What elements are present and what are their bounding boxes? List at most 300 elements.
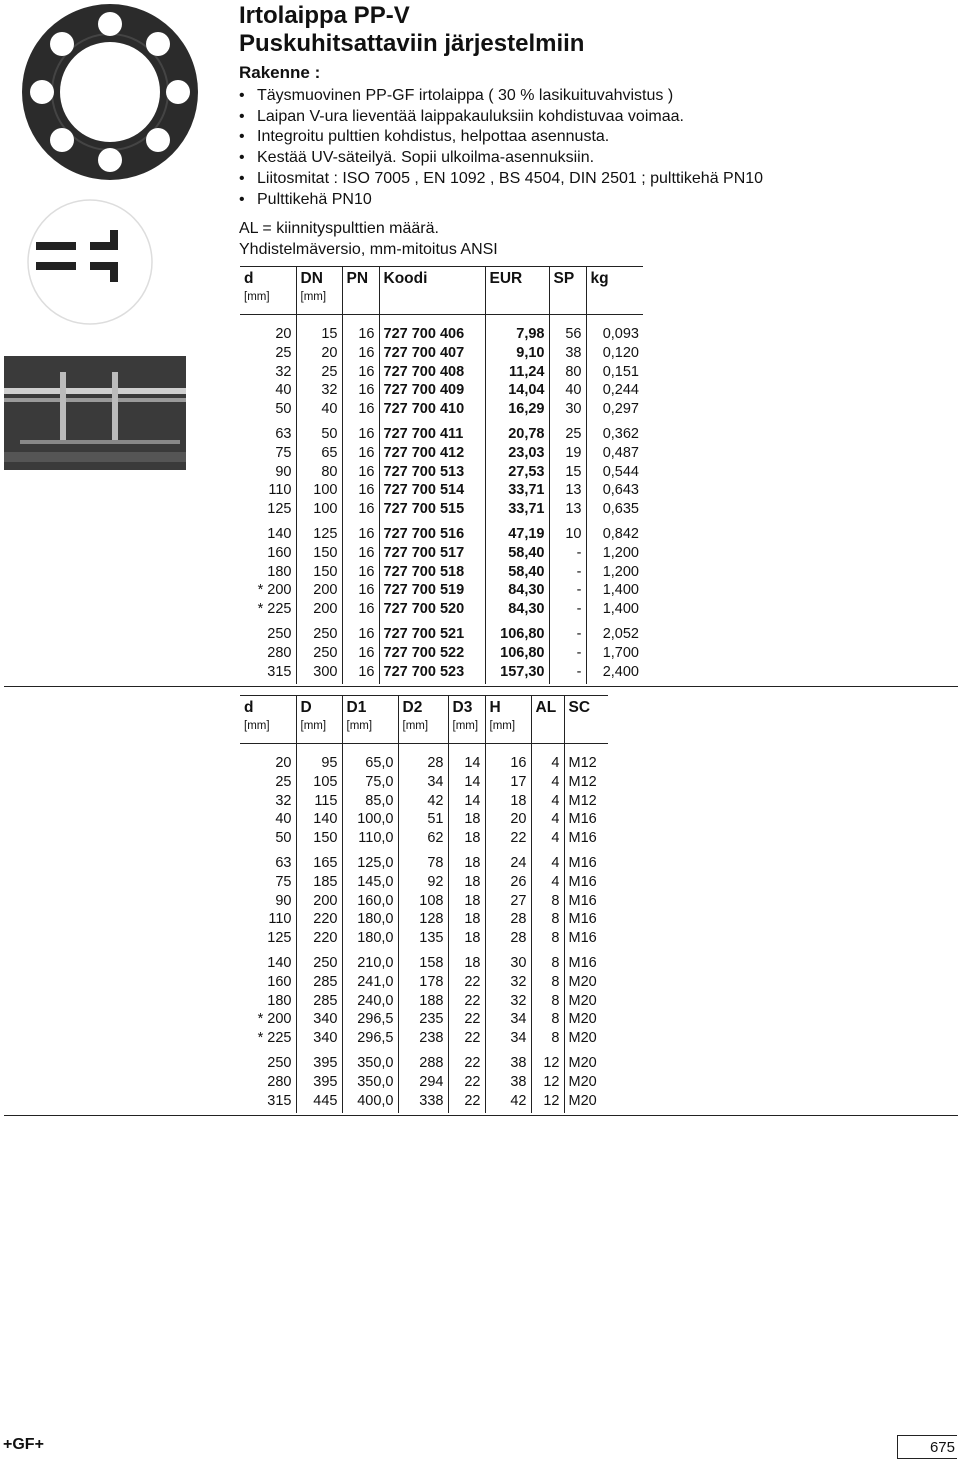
price-table-cell: 16 [342, 644, 379, 663]
dimension-table-cell: 17 [485, 773, 531, 792]
price-table-cell: 16 [342, 581, 379, 600]
price-table-cell: 300 [296, 663, 342, 682]
price-table-cell: 25 [240, 344, 296, 363]
price-table-cell: 250 [296, 644, 342, 663]
dimension-table-row-group [240, 1054, 608, 1110]
dimension-table-cell: 238 [398, 1029, 448, 1048]
dimension-table-cell: 185 [296, 873, 342, 892]
dimension-table-cell: M12 [568, 792, 597, 809]
price-table-cell: - [549, 625, 586, 644]
price-table-cell: 0,093 [602, 326, 639, 342]
dimension-table-cell: 26 [485, 873, 531, 892]
dimension-table-cell: 188 [398, 992, 448, 1011]
dimension-table-cell: 200 [296, 892, 342, 911]
price-table-cell: 106,80 [485, 625, 549, 644]
spacer-cell [586, 681, 643, 684]
dimension-table-row [240, 873, 608, 892]
dimension-table-column-label: D [300, 699, 312, 716]
dimension-table-cell: 338 [398, 1092, 448, 1111]
price-table-cell: 727 700 519 [379, 581, 485, 600]
dimension-table-row [240, 829, 608, 848]
dimension-table-cell: 160 [240, 973, 296, 992]
dimension-table-cell: 18 [448, 892, 485, 911]
spacer-cell [398, 1110, 448, 1113]
dimension-table-cell: 178 [398, 973, 448, 992]
dimension-table-cell: 25 [240, 773, 296, 792]
feature-item: • Liitosmitat : ISO 7005 , EN 1092 , BS 4504, DIN 2501 ; pulttikehä PN10 [239, 169, 763, 190]
price-table-row [240, 563, 643, 582]
dimension-table-cell: 22 [448, 1054, 485, 1073]
price-table-cell: 16 [342, 463, 379, 482]
price-table-row-group [240, 625, 643, 681]
price-table-row-group [240, 525, 643, 619]
price-table-cell: 727 700 406 [379, 325, 485, 344]
price-table-cell: 250 [296, 625, 342, 644]
dimension-table-cell: 395 [296, 1073, 342, 1092]
price-table-cell: 100 [296, 500, 342, 519]
price-table-row [240, 625, 643, 644]
dimension-table-row [240, 854, 608, 873]
price-table-cell: 0,297 [602, 401, 639, 418]
dimension-table-column-label: D3 [452, 699, 473, 716]
price-table-cell: 16,29 [485, 400, 549, 419]
price-table-cell: 1,400 [602, 582, 639, 599]
price-table-row [240, 500, 643, 519]
dimension-table-column-label: H [489, 699, 501, 716]
price-table-cell: 1,400 [602, 601, 639, 618]
price-table-cell: - [549, 644, 586, 663]
dimension-table-cell: M20 [568, 973, 597, 990]
dimension-table-cell: 12 [531, 1073, 564, 1092]
dimension-table-cell: 395 [296, 1054, 342, 1073]
price-table-row [240, 544, 643, 563]
spacer-cell [379, 315, 485, 326]
dimension-table-column-header [342, 696, 398, 744]
price-table-cell: 90 [240, 463, 296, 482]
price-table-cell: 727 700 517 [379, 544, 485, 563]
price-table-cell: 20 [296, 344, 342, 363]
price-table-cell: 50 [240, 400, 296, 419]
dimension-table-cell: M16 [568, 811, 597, 828]
spacer-row [240, 315, 643, 326]
price-table-cell: 180 [240, 563, 296, 582]
dimension-table-column-unit: [mm] [402, 720, 429, 732]
dimension-table-cell: 8 [531, 1010, 564, 1029]
price-table-cell: 110 [240, 481, 296, 500]
dimension-table-cell: 4 [531, 873, 564, 892]
spacer-cell [342, 744, 398, 755]
price-table-cell: 16 [342, 500, 379, 519]
dimension-table-cell: 8 [531, 954, 564, 973]
price-table-cell: 0,842 [602, 525, 639, 542]
dimension-table-cell: 150 [296, 829, 342, 848]
price-table-cell: 0,487 [602, 444, 639, 461]
dimension-table-cell: 350,0 [342, 1054, 398, 1073]
dimension-table-cell: 38 [485, 1054, 531, 1073]
dimension-table-column-label: d [244, 699, 254, 716]
price-table-column-header [485, 267, 549, 315]
flange-symbol-icon [28, 200, 152, 324]
dimension-table-column-label: D1 [346, 699, 367, 716]
price-table-column-unit: [mm] [244, 291, 270, 303]
dimension-table-cell: 14 [448, 754, 485, 773]
dimension-table-cell: 400,0 [342, 1092, 398, 1111]
price-table-cell: 16 [342, 444, 379, 463]
spacer-cell [342, 681, 379, 684]
price-table-cell: 727 700 411 [379, 425, 485, 444]
dimension-table-cell: 42 [398, 792, 448, 811]
spacer-cell [240, 1110, 296, 1113]
price-table-cell: - [549, 563, 586, 582]
dimension-table-cell: 4 [531, 810, 564, 829]
price-table-row-group [240, 425, 643, 519]
price-table-cell: 9,10 [485, 344, 549, 363]
dimension-table-cell: 16 [485, 754, 531, 773]
dimension-table-cell: 28 [398, 754, 448, 773]
price-table-cell: 727 700 410 [379, 400, 485, 419]
price-table-column-label: d [244, 270, 254, 287]
price-table-cell: 38 [549, 344, 586, 363]
price-table-cell: 16 [342, 344, 379, 363]
price-table-column-label: EUR [489, 270, 523, 287]
note-al: AL = kiinnityspulttien määrä. [239, 220, 439, 237]
dimension-table-row [240, 773, 608, 792]
price-table-cell: 0,244 [602, 382, 639, 399]
dimension-table-cell: 75,0 [342, 773, 398, 792]
spacer-cell [296, 681, 342, 684]
dimension-table-row [240, 1029, 608, 1048]
price-table-cell: 727 700 407 [379, 344, 485, 363]
dimension-table-cell: 22 [448, 973, 485, 992]
price-table-cell: 16 [342, 625, 379, 644]
feature-item: • Pulttikehä PN10 [239, 190, 763, 211]
spacer-row [240, 744, 608, 755]
dimension-table-cell: 250 [240, 1054, 296, 1073]
dimension-table-cell: 62 [398, 829, 448, 848]
dimension-table-cell: M16 [568, 873, 597, 890]
price-table-cell: 106,80 [485, 644, 549, 663]
dimension-table-cell: M20 [568, 1030, 597, 1047]
price-table-cell: 58,40 [485, 563, 549, 582]
dimension-table-cell: 8 [531, 1029, 564, 1048]
spacer-cell [296, 1110, 342, 1113]
price-table-row [240, 344, 643, 363]
price-table-cell: 140 [240, 525, 296, 544]
dimension-table-cell: 22 [448, 1029, 485, 1048]
spacer-row [240, 681, 643, 684]
spacer-cell [448, 1110, 485, 1113]
price-table-cell: 727 700 513 [379, 463, 485, 482]
price-table-cell: 157,30 [485, 663, 549, 682]
dimension-table-cell: 220 [296, 910, 342, 929]
dimension-table-cell: 340 [296, 1010, 342, 1029]
gf-logo: +GF+ [3, 1436, 44, 1453]
dimension-table-cell: 32 [485, 973, 531, 992]
section-title: Rakenne : [239, 63, 321, 82]
dimension-table-row-group [240, 954, 608, 1048]
dimension-table-cell: 158 [398, 954, 448, 973]
spacer-cell [240, 744, 296, 755]
dimension-table-cell: 250 [296, 954, 342, 973]
dimension-table-row [240, 929, 608, 948]
feature-item: • Täysmuovinen PP-GF irtolaippa ( 30 % lasikuituvahvistus ) [239, 86, 763, 107]
spacer-cell [296, 315, 342, 326]
dimension-table-column-header [485, 696, 531, 744]
price-table-cell: 19 [549, 444, 586, 463]
price-table-cell: 20 [240, 325, 296, 344]
price-table-cell: 0,151 [602, 363, 639, 380]
dimension-table-cell: 280 [240, 1073, 296, 1092]
dimension-table-column-label: AL [535, 699, 557, 716]
price-table-column-header [586, 267, 643, 315]
price-table-cell: 80 [296, 463, 342, 482]
dimension-table-cell: M20 [568, 1073, 597, 1090]
dimension-table-cell: 4 [531, 829, 564, 848]
price-table-column-header [342, 267, 379, 315]
price-table-cell: 13 [549, 500, 586, 519]
price-table-cell: 2,400 [602, 663, 639, 680]
note-ansi: Yhdistelmäversio, mm-mitoitus ANSI [239, 241, 498, 258]
dimension-table-cell: 92 [398, 873, 448, 892]
price-table-cell: 727 700 522 [379, 644, 485, 663]
dimension-table-cell: M16 [568, 930, 597, 947]
product-illustration [0, 0, 236, 480]
price-table-cell: 16 [342, 400, 379, 419]
dimension-table-cell: 75 [240, 873, 296, 892]
dimension-table-cell: 110 [240, 910, 296, 929]
dimension-table-cell: 445 [296, 1092, 342, 1111]
dimension-table-cell: 285 [296, 973, 342, 992]
price-table-cell: 16 [342, 363, 379, 382]
dimension-table-cell: 24 [485, 854, 531, 873]
dimension-table-cell: 294 [398, 1073, 448, 1092]
feature-item: • Laipan V-ura lieventää laippakauluksiin kohdistuvaa voimaa. [239, 107, 763, 128]
dimension-table-column-unit: [mm] [300, 720, 327, 732]
price-table-cell: 727 700 412 [379, 444, 485, 463]
dimension-table-column-unit: [mm] [489, 720, 516, 732]
price-table-cell: 1,700 [602, 644, 639, 661]
price-table-cell: - [549, 663, 586, 682]
spacer-cell [398, 744, 448, 755]
price-table-cell: 0,544 [602, 463, 639, 480]
dimension-table-cell: 180,0 [342, 910, 398, 929]
dimension-table-row [240, 992, 608, 1011]
dimension-table-cell: 18 [448, 829, 485, 848]
spacer-cell [549, 315, 586, 326]
price-table-header [240, 267, 643, 315]
price-table-cell: 100 [296, 481, 342, 500]
feature-list [239, 86, 763, 210]
price-table-cell: 16 [342, 381, 379, 400]
dimension-table-row [240, 954, 608, 973]
dimension-table-cell: 90 [240, 892, 296, 911]
dimension-table-cell: 8 [531, 929, 564, 948]
dimension-table-cell: 340 [296, 1029, 342, 1048]
dimension-table-cell: 108 [398, 892, 448, 911]
dimension-table-column-header [448, 696, 485, 744]
dimension-table-column-header [531, 696, 564, 744]
dimension-table-cell: 27 [485, 892, 531, 911]
price-table-cell: 40 [296, 400, 342, 419]
title-line-2: Puskuhitsattaviin järjestelmiin [239, 30, 585, 57]
price-table-cell: 11,24 [485, 363, 549, 382]
spacer-cell [586, 315, 643, 326]
dimension-table-cell: M16 [568, 954, 597, 971]
dimension-table-cell: 20 [240, 754, 296, 773]
dimension-table-cell: M16 [568, 892, 597, 909]
price-table-cell: * 225 [240, 600, 296, 619]
price-table-cell: 0,643 [602, 482, 639, 499]
dimension-table-cell: 8 [531, 892, 564, 911]
spacer-row [240, 1110, 608, 1113]
price-table-cell: 125 [296, 525, 342, 544]
spacer-cell [342, 315, 379, 326]
dimension-table-cell: 20 [485, 810, 531, 829]
dimension-table-cell: 296,5 [342, 1029, 398, 1048]
price-table-row [240, 381, 643, 400]
dimension-table-column-label: SC [568, 699, 591, 716]
price-table-column-unit: [mm] [300, 291, 327, 303]
price-table-row [240, 481, 643, 500]
price-table-cell: 727 700 521 [379, 625, 485, 644]
dimension-table-cell: 18 [448, 873, 485, 892]
dimension-table-column-header [296, 696, 342, 744]
price-table-row [240, 600, 643, 619]
price-table-row [240, 400, 643, 419]
price-table-cell: 47,19 [485, 525, 549, 544]
spacer-cell [448, 744, 485, 755]
dimension-table-cell: 18 [485, 792, 531, 811]
spacer-cell [549, 681, 586, 684]
price-table-cell: - [549, 581, 586, 600]
spacer-cell [485, 315, 549, 326]
price-table-row [240, 644, 643, 663]
dimension-table-cell: 110,0 [342, 829, 398, 848]
dimension-table-cell: 51 [398, 810, 448, 829]
price-table-column-header [379, 267, 485, 315]
dimension-table-row-group [240, 754, 608, 848]
price-table-cell: 280 [240, 644, 296, 663]
dimension-table-cell: M12 [568, 755, 597, 771]
price-table-column-label: SP [553, 270, 575, 287]
spacer-cell [485, 681, 549, 684]
dimension-table-row [240, 1010, 608, 1029]
price-table-row [240, 444, 643, 463]
spacer-cell [531, 744, 564, 755]
dimension-table-cell: 22 [448, 1010, 485, 1029]
price-table-header-row [240, 267, 643, 315]
spacer-cell [342, 1110, 398, 1113]
dimension-table-row [240, 810, 608, 829]
dimension-table-cell: 135 [398, 929, 448, 948]
feature-item: • Kestää UV-säteilyä. Sopii ulkoilma-asennuksiin. [239, 148, 763, 169]
price-table-cell: 250 [240, 625, 296, 644]
dimension-table-cell: 22 [485, 829, 531, 848]
dimension-table-cell: 28 [485, 910, 531, 929]
spacer-cell [564, 744, 608, 755]
dimension-table-cell: 145,0 [342, 873, 398, 892]
price-table-cell: 200 [296, 600, 342, 619]
dimension-table-cell: M20 [568, 1011, 597, 1028]
price-table-cell: 0,120 [602, 344, 639, 361]
price-table-cell: 32 [240, 363, 296, 382]
dimension-table-cell: 140 [240, 954, 296, 973]
dimension-table-cell: 34 [485, 1029, 531, 1048]
dimension-table-cell: M20 [568, 1092, 597, 1109]
dimension-table-cell: M16 [568, 830, 597, 847]
dimension-table-cell: M12 [568, 773, 597, 790]
dimension-table-cell: 315 [240, 1092, 296, 1111]
price-table-column-header [240, 267, 296, 315]
dimension-table-cell: M20 [568, 1054, 597, 1071]
price-table-cell: 14,04 [485, 381, 549, 400]
price-table-cell: 16 [342, 425, 379, 444]
dimension-table-column-header [564, 696, 608, 744]
price-table-column-header [296, 267, 342, 315]
price-table-cell: 13 [549, 481, 586, 500]
dimension-table-cell: 180,0 [342, 929, 398, 948]
dimension-table-cell: 18 [448, 954, 485, 973]
price-table-cell: 1,200 [602, 544, 639, 561]
dimension-table-cell: 18 [448, 929, 485, 948]
spacer-cell [485, 1110, 531, 1113]
price-table-cell: 160 [240, 544, 296, 563]
divider [4, 1115, 958, 1116]
price-table-cell: 40 [240, 381, 296, 400]
price-table-cell: 16 [342, 544, 379, 563]
price-table-cell: 84,30 [485, 581, 549, 600]
dimension-table-cell: 140 [296, 810, 342, 829]
dimension-table-cell: 105 [296, 773, 342, 792]
cross-section-photo [4, 356, 186, 470]
dimension-table-cell: 180 [240, 992, 296, 1011]
dimension-table-cell: 296,5 [342, 1010, 398, 1029]
flange-photo [22, 4, 198, 180]
price-table-row [240, 463, 643, 482]
spacer-cell [379, 681, 485, 684]
dimension-table-cell: 40 [240, 810, 296, 829]
price-table-cell: 58,40 [485, 544, 549, 563]
price-table-cell: 16 [342, 481, 379, 500]
price-table-cell: 150 [296, 544, 342, 563]
dimension-table-cell: 50 [240, 829, 296, 848]
dimension-table-column-unit: [mm] [244, 720, 270, 732]
spacer-cell [485, 744, 531, 755]
dimension-table-cell: 22 [448, 992, 485, 1011]
dimension-table-cell: 240,0 [342, 992, 398, 1011]
feature-item: • Integroitu pulttien kohdistus, helpottaa asennusta. [239, 127, 763, 148]
price-table-cell: 150 [296, 563, 342, 582]
price-table-cell: 0,362 [602, 425, 639, 442]
dimension-table-cell: M20 [568, 992, 597, 1009]
price-table-cell: 727 700 515 [379, 500, 485, 519]
dimension-table-row [240, 1073, 608, 1092]
dimension-table-cell: 8 [531, 910, 564, 929]
price-table-cell: - [549, 544, 586, 563]
dimension-table-cell: 38 [485, 1073, 531, 1092]
dimension-table-cell: 22 [448, 1073, 485, 1092]
price-table-cell: 80 [549, 363, 586, 382]
dimension-table-cell: 95 [296, 754, 342, 773]
price-table-cell: 727 700 409 [379, 381, 485, 400]
product-images [0, 0, 236, 480]
dimension-table-cell: 28 [485, 929, 531, 948]
dimension-table-cell: 14 [448, 773, 485, 792]
spacer-cell [296, 744, 342, 755]
price-table-cell: 7,98 [485, 325, 549, 344]
price-table-row [240, 525, 643, 544]
dimension-table-cell: 85,0 [342, 792, 398, 811]
